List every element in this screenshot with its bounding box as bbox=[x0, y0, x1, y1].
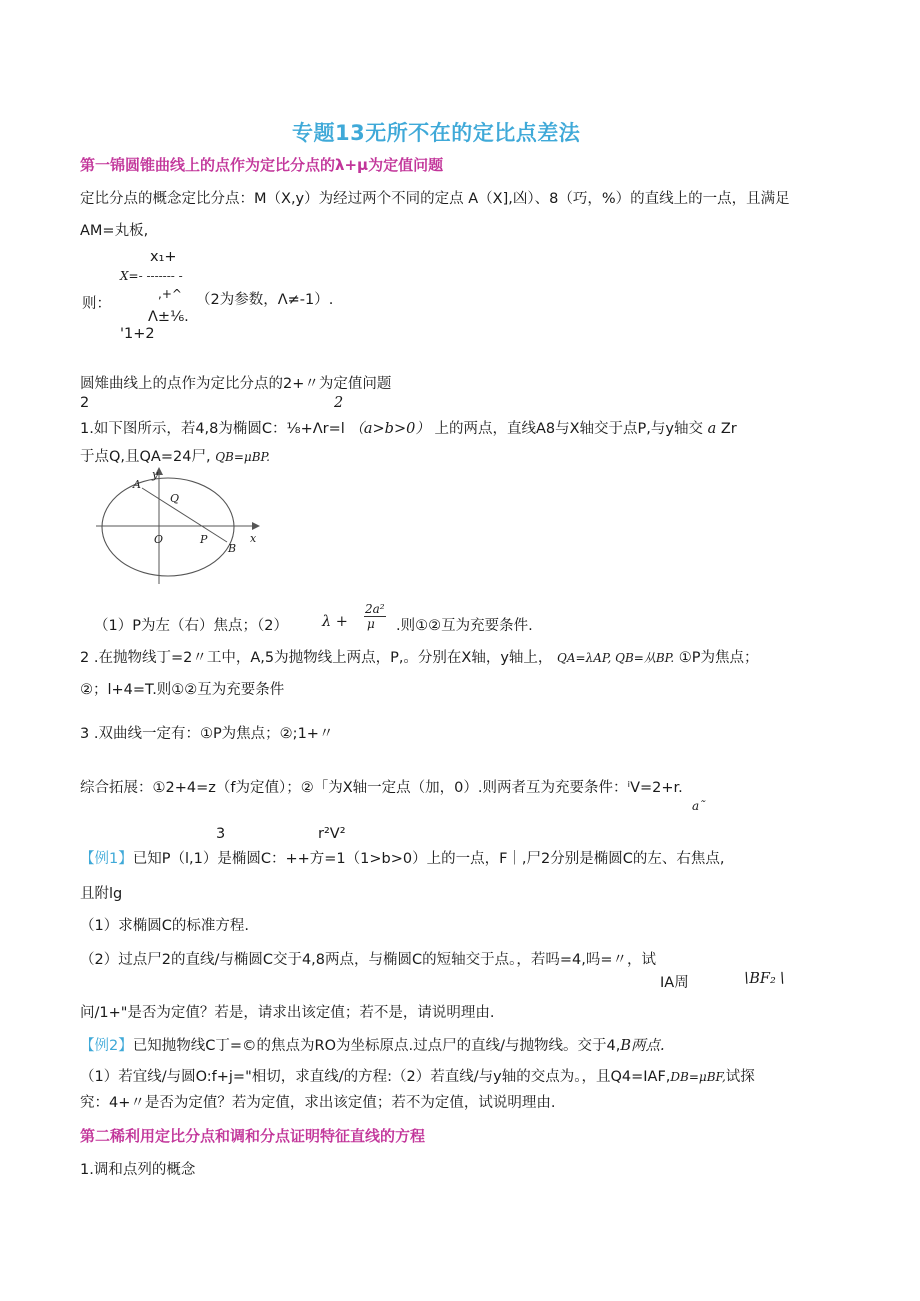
label-x: x bbox=[250, 532, 257, 545]
section-heading-2: 第二稀利用定比分点和调和分点证明特征直线的方程 bbox=[80, 1127, 426, 1145]
ex2-text-b: B两点. bbox=[620, 1038, 665, 1054]
label-y: y bbox=[152, 468, 159, 481]
cond1-a: （1）P为左（右）焦点；（2） bbox=[94, 618, 288, 634]
ex1-q2-line-2: 问/1+"是否为定值？若是，请求出该定值；若不是，请说明理由. bbox=[80, 1005, 495, 1021]
item1-b: （a>b>0） bbox=[349, 421, 430, 437]
ex2-line-3: 究：4+〃是否为定值？若为定值，求出该定值；若不为定值，试说明理由. bbox=[80, 1095, 556, 1111]
ellipse-figure bbox=[90, 466, 262, 588]
formula-top: x₁+ bbox=[150, 249, 177, 265]
label-b: B bbox=[228, 542, 237, 555]
formula-note: （2为参数，Λ≠-1）. bbox=[196, 292, 334, 308]
ex1-line-2: 且附lg bbox=[80, 886, 123, 902]
item2-line1-a: 2 .在抛物线丁=2〃工中，A,5为抛物线上两点，P,。分别在X轴，y轴上， bbox=[80, 650, 553, 666]
item1-e: Zr bbox=[720, 421, 737, 437]
sup-num-left: 2 bbox=[80, 395, 90, 411]
ex2-line2-a: （1）若宜线/与圆O:f+j="相切，求直线/的方程:（2）若直线/与y轴的交点为。，且Q4=IAF, bbox=[80, 1069, 671, 1085]
label-p: P bbox=[200, 533, 208, 546]
item1-line-1 bbox=[80, 417, 737, 438]
item1-line-2 bbox=[80, 445, 270, 466]
section-heading-1: 第一锦圆锥曲线上的点作为定比分点的λ+μ为定值问题 bbox=[80, 156, 444, 174]
ex1-text: 已知P（l,1）是椭圆C：++方=1（1>b>0）上的一点，F｜,尸2分别是椭圆C的左、右焦点, bbox=[132, 851, 725, 867]
cond1-frac-num: 2a² bbox=[365, 602, 385, 616]
ex1-q2: （2）过点尸2的直线/与椭圆C交于4,8两点，与椭圆C的短轴交于点。，若吗=4,吗=〃，试 bbox=[80, 952, 657, 968]
item1-d: a bbox=[707, 421, 717, 437]
label-a: A bbox=[133, 478, 141, 491]
ex2-text-a: 已知抛物线C丁=©的焦点为RO为坐标原点.过点尸的直线/与抛物线。交于4, bbox=[132, 1038, 621, 1054]
page-title: 专题13无所不在的定比点差法 bbox=[292, 121, 581, 145]
x-axis-arrow bbox=[252, 522, 260, 530]
item2-line1-c: ①P为焦点； bbox=[678, 650, 759, 666]
extension-line: 综合拓展：①2+4=z（f为定值）；②「为X轴一定点（加，0）.则两者互为充要条件：ⁱV=2+r. bbox=[80, 780, 683, 796]
ex2-line-2 bbox=[80, 1065, 755, 1086]
item2-line-2: ②；l+4=T.则①②互为充要条件 bbox=[80, 682, 285, 698]
ex1-q2-sub-a: IA周 bbox=[660, 975, 689, 991]
item2-line-1 bbox=[80, 646, 759, 667]
ellipse bbox=[102, 478, 237, 576]
ex2-tag: 【例2】 bbox=[80, 1038, 133, 1054]
extension-sub: a˜ bbox=[692, 799, 706, 813]
last-line: 1.调和点列的概念 bbox=[80, 1162, 196, 1178]
item1-a: 1.如下图所示，若4,8为椭圆C：⅛+Λr=l bbox=[80, 421, 345, 437]
sup-num-right: 2 bbox=[334, 395, 344, 411]
ex1-q1: （1）求椭圆C的标准方程. bbox=[80, 918, 249, 934]
formula-bottom: '1+2 bbox=[120, 326, 155, 342]
ex1-q2-sub-b: ∖BF₂∖ bbox=[740, 971, 785, 987]
intro-line-1: 定比分点的概念定比分点：M（X,y）为经过两个不同的定点 A（X],凶）、8（巧，%）的直线上的一点，且满足 bbox=[80, 191, 790, 207]
then-label: 则： bbox=[82, 296, 111, 312]
item3-line: 3 .双曲线一定有：①P为焦点；②;1+〃 bbox=[80, 726, 334, 742]
label-q: Q bbox=[170, 492, 180, 505]
ex1-line-1 bbox=[80, 847, 725, 868]
item2-line1-b: QA=λAP, QB=从BP. bbox=[557, 651, 675, 665]
item1-line2-a: 于点Q,且QA=24尸, bbox=[80, 449, 211, 465]
ex1-sup-a: 3 bbox=[216, 826, 226, 842]
ex1-tag: 【例1】 bbox=[80, 851, 133, 867]
item1-line2-b: QB=μBP. bbox=[215, 450, 270, 464]
formula-lambda: Λ±⅙. bbox=[148, 309, 189, 325]
cond1-c: .则①②互为充要条件. bbox=[396, 618, 533, 634]
label-o: O bbox=[154, 533, 164, 546]
subheading-1: 圆雉曲线上的点作为定比分点的2+〃为定值问题 bbox=[80, 376, 392, 392]
cond1-frac-den: μ bbox=[367, 617, 375, 631]
formula-x: X=- ------- - bbox=[120, 269, 183, 283]
cond1-b: λ + bbox=[322, 614, 348, 630]
ex1-sup-b: r²V² bbox=[318, 826, 346, 842]
intro-line-2: AM=丸板, bbox=[80, 223, 149, 239]
ex2-line2-c: 试探 bbox=[725, 1069, 755, 1085]
ex2-line-1 bbox=[80, 1034, 665, 1055]
ex2-line2-b: DB=μBF, bbox=[670, 1070, 726, 1084]
item1-c: 上的两点，直线A8与X轴交于点P,与y轴交 bbox=[434, 421, 703, 437]
formula-mid: ,+^ bbox=[158, 287, 182, 301]
